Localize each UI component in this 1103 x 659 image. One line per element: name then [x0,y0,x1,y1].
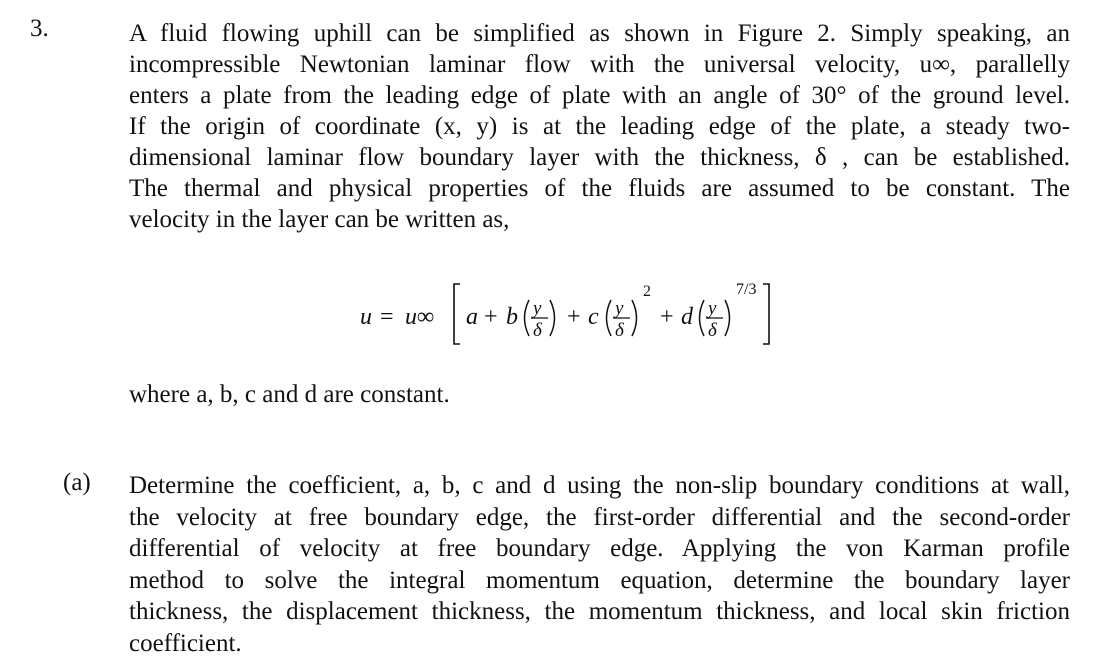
question-intro-paragraph [129,18,1070,235]
eq-paren-open-1 [525,300,530,336]
eq-a: a [466,304,478,330]
part-a-text [129,470,1070,659]
eq-paren-close-3 [725,300,730,336]
part-a-line: thickness, the displacement thickness, the momentum thickness, and local skin friction [129,596,1070,628]
eq-frac-y-2: y [613,298,624,319]
part-a-label: (a) [63,468,91,498]
part-a-line: the velocity at free boundary edge, the first-order differential and the second-order [129,502,1070,534]
intro-line: velocity in the layer can be written as, [129,204,1070,235]
eq-paren-close-2 [632,300,637,336]
eq-exponent-2: 2 [643,283,651,300]
question-number: 3. [30,14,49,44]
eq-frac-delta-2: δ [615,320,625,341]
eq-equals: = [380,304,394,330]
intro-line: enters a plate from the leading edge of plate with an angle of 30° of the ground level. [129,80,1070,111]
eq-uinf: u∞ [405,304,434,330]
eq-plus-1: + [484,304,498,330]
eq-right-bracket [763,284,769,344]
eq-frac-y-3: y [706,298,717,319]
eq-paren-open-2 [607,300,612,336]
part-a-line: coefficient. [129,628,1070,659]
eq-exponent-7-3: 7/3 [736,281,756,298]
eq-plus-3: + [660,304,674,330]
eq-frac-delta-1: δ [533,320,543,341]
eq-lhs: u [360,304,372,330]
velocity-profile-equation [360,272,840,352]
part-a-line: method to solve the integral momentum equation, determine the boundary layer [129,565,1070,597]
intro-line: incompressible Newtonian laminar flow with the universal velocity, u∞, parallelly [129,49,1070,80]
constants-note: where a, b, c and d are constant. [129,380,450,410]
intro-line: dimensional laminar flow boundary layer with the thickness, δ , can be established. [129,142,1070,173]
eq-frac-delta-3: δ [708,320,718,341]
eq-c: c [588,304,599,330]
eq-d: d [681,304,694,330]
intro-line: The thermal and physical properties of the fluids are assumed to be constant. The [129,173,1070,204]
eq-paren-close-1 [550,300,555,336]
intro-line: A fluid flowing uphill can be simplified as shown in Figure 2. Simply speaking, an [129,18,1070,49]
part-a-line: Determine the coefficient, a, b, c and d using the non-slip boundary conditions at wall, [129,470,1070,502]
part-a-line: differential of velocity at free boundary edge. Applying the von Karman profile [129,533,1070,565]
eq-paren-open-3 [700,300,705,336]
eq-plus-2: + [567,304,581,330]
eq-b: b [506,304,518,330]
eq-frac-y-1: y [531,298,542,319]
intro-line: If the origin of coordinate (x, y) is at the leading edge of the plate, a steady two- [129,111,1070,142]
eq-left-bracket [454,284,460,344]
